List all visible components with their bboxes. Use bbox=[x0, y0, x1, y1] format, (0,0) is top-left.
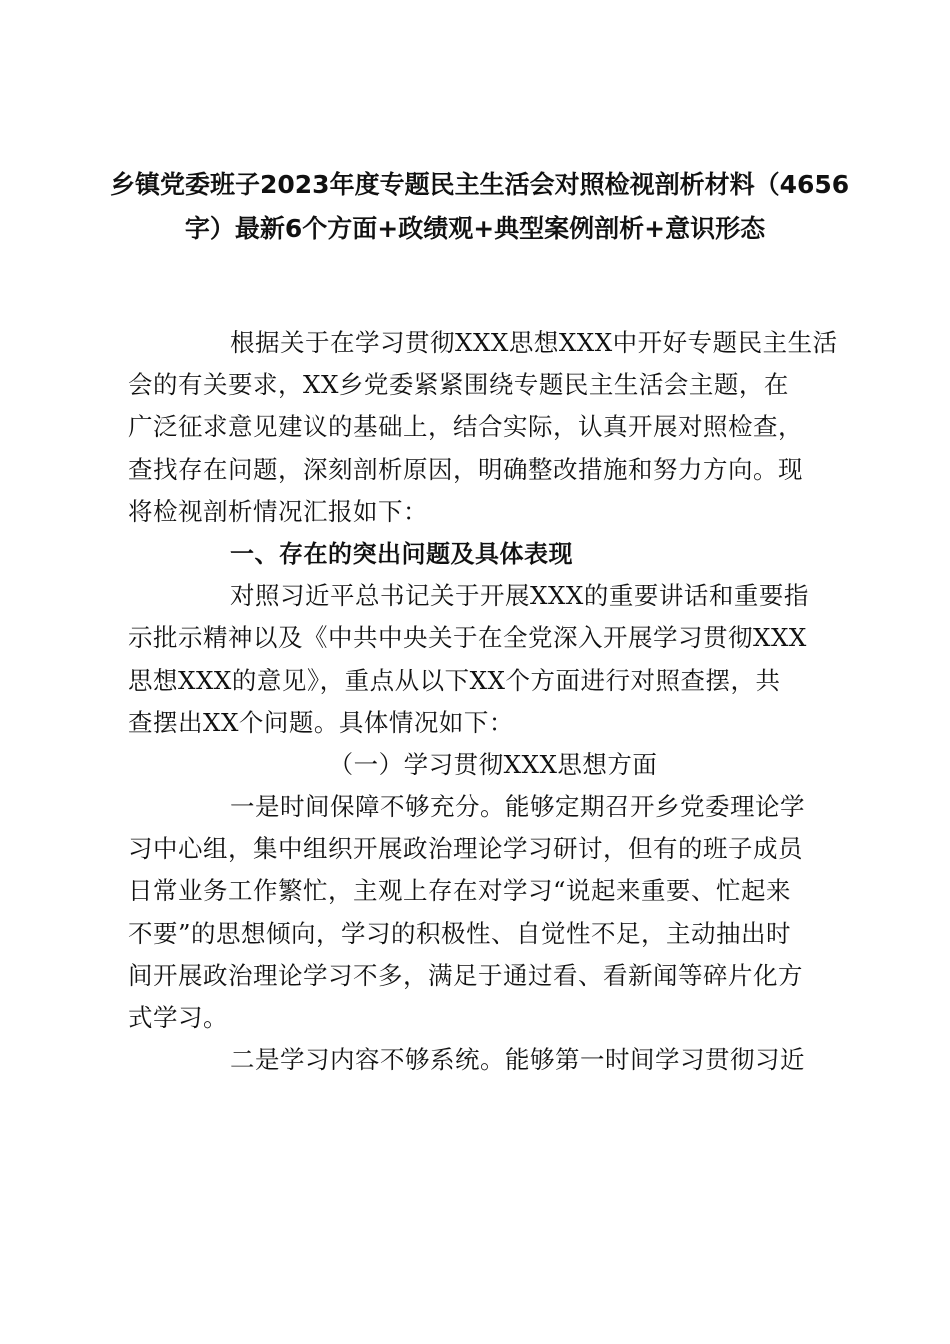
paragraph-line: 式学习。 bbox=[128, 1003, 228, 1032]
paragraph-line: 二是学习内容不够系统。能够第一时间学习贯彻习近 bbox=[230, 1045, 805, 1075]
document-body bbox=[128, 322, 838, 1081]
paragraph-line: 思想XXX的意见》，重点从以下XX个方面进行对照查摆，共 bbox=[128, 665, 781, 695]
section-heading: 一、存在的突出问题及具体表现 bbox=[230, 539, 573, 568]
intro-line: 广泛征求意见建议的基础上，结合实际，认真开展对照检查， bbox=[128, 412, 803, 442]
title-line: 乡镇党委班子2023年度专题民主生活会对照检视剖析材料（4656 bbox=[110, 170, 850, 199]
intro-line: 根据关于在学习贯彻XXX思想XXX中开好专题民主生活 bbox=[230, 328, 838, 357]
paragraph-line: 不要”的思想倾向，学习的积极性、自觉性不足，主动抽出时 bbox=[128, 918, 792, 948]
document-title bbox=[110, 163, 850, 251]
intro-line: 查找存在问题，深刻剖析原因，明确整改措施和努力方向。现 bbox=[128, 454, 803, 484]
paragraph-line: 间开展政治理论学习不多，满足于通过看、看新闻等碎片化方 bbox=[128, 960, 803, 990]
paragraph-line: 日常业务工作繁忙，主观上存在对学习“说起来重要、忙起来 bbox=[128, 876, 792, 906]
paragraph-line: 对照习近平总书记关于开展XXX的重要讲话和重要指 bbox=[230, 581, 809, 611]
intro-line: 会的有关要求，XX乡党委紧紧围绕专题民主生活会主题，在 bbox=[128, 370, 789, 400]
paragraph-line: 查摆出XX个问题。具体情况如下： bbox=[128, 707, 514, 737]
title-line: 字）最新6个方面+政绩观+典型案例剖析+意识形态 bbox=[184, 214, 766, 243]
paragraph-line: 一是时间保障不够充分。能够定期召开乡党委理论学 bbox=[230, 792, 805, 822]
subsection-heading: （一）学习贯彻XXX思想方面 bbox=[328, 749, 658, 779]
paragraph-line: 示批示精神以及《中共中央关于在全党深入开展学习贯彻XXX bbox=[128, 623, 807, 653]
paragraph-line: 习中心组，集中组织开展政治理论学习研讨，但有的班子成员 bbox=[128, 834, 803, 864]
intro-line: 将检视剖析情况汇报如下： bbox=[128, 496, 428, 526]
